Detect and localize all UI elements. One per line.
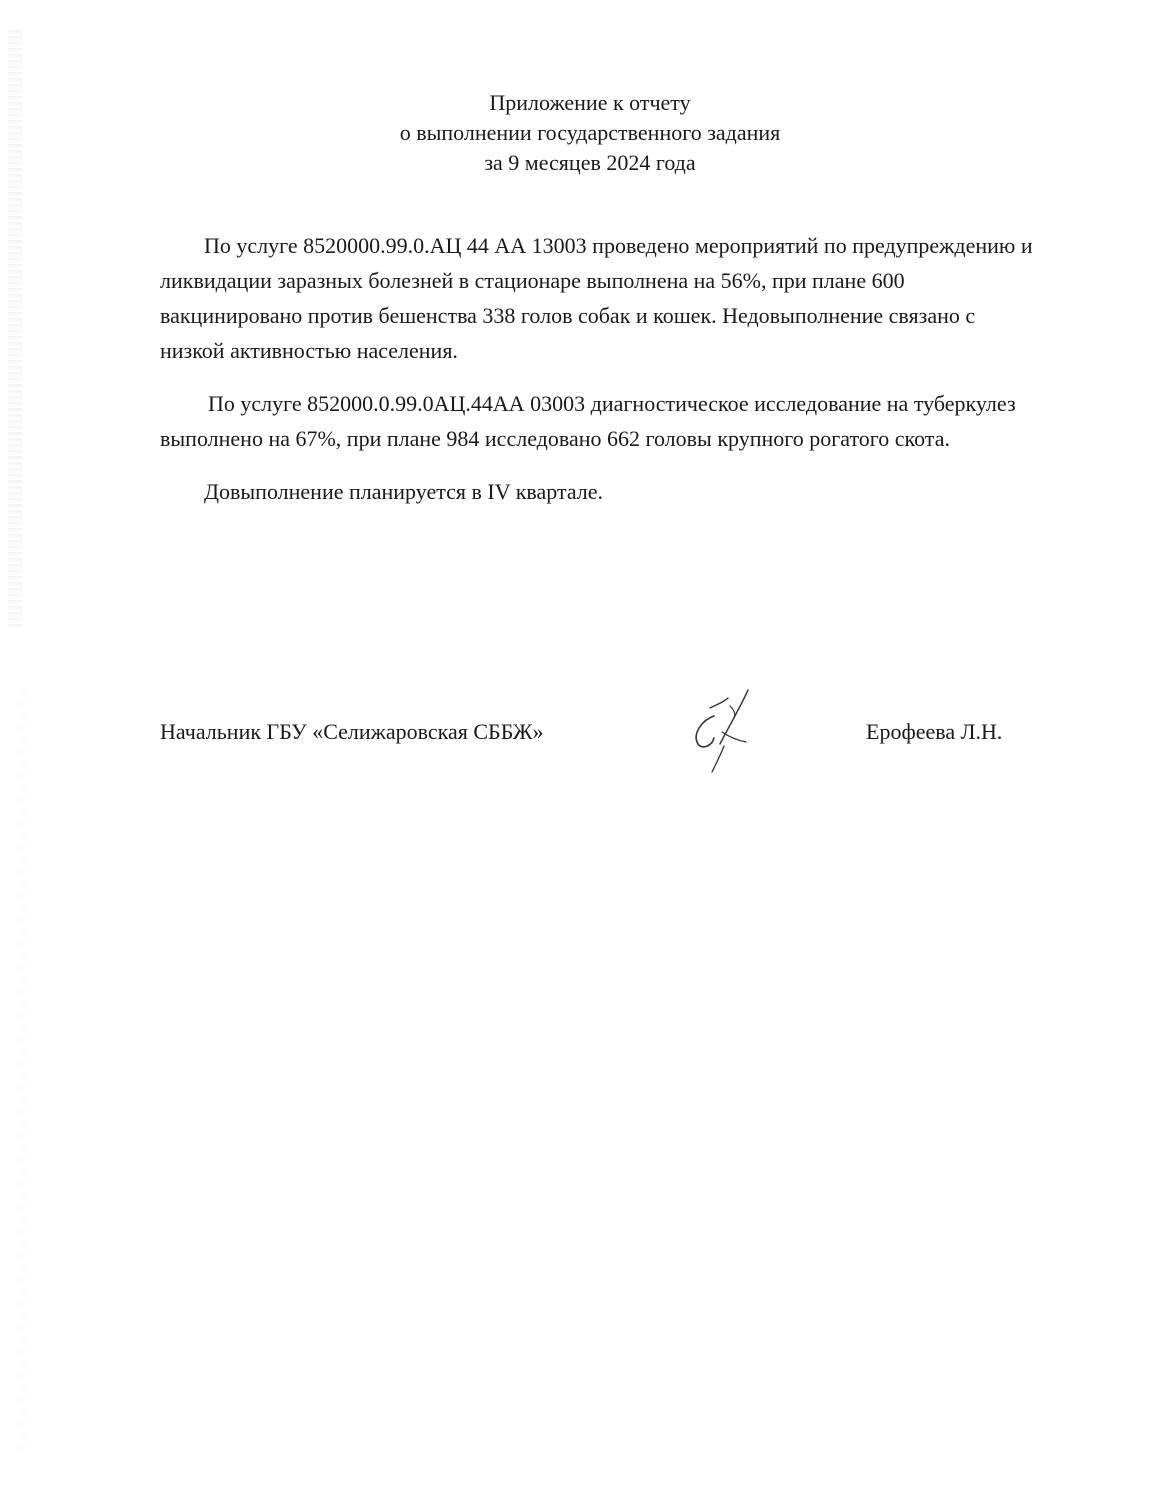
paragraph-rabies-vaccination: По услуге 8520000.99.0.АЦ 44 АА 13003 проведено мероприятий по предупреждению и ликвидации заразных болезней в стационаре выполнена на 56%, при плане 600 вакцинировано против бешенства 338 голов собак и кошек. Недовыполнение связано с низкой активностью населения.: [160, 233, 1033, 363]
header-line-1: Приложение к отчету: [489, 90, 691, 115]
paragraph-completion-plan: Довыполнение планируется в IV квартале.: [204, 479, 604, 504]
document-header: [280, 88, 900, 178]
handwritten-signature: [684, 686, 764, 776]
signature-block: [160, 714, 1040, 754]
document-body: [160, 228, 1040, 527]
scan-artifact: [18, 690, 26, 1450]
header-line-3: за 9 месяцев 2024 года: [484, 150, 696, 175]
paragraph-tuberculosis-diagnostics: По услуге 852000.0.99.0АЦ.44АА 03003 диагностическое исследование на туберкулез выполнено на 67%, при плане 984 исследовано 662 головы крупного рогатого скота.: [160, 391, 1016, 451]
signatory-name: Ерофеева Л.Н.: [866, 719, 1003, 744]
header-line-2: о выполнении государственного задания: [399, 120, 781, 145]
scan-artifact: [8, 30, 22, 630]
signatory-position: Начальник ГБУ «Селижаровская СББЖ»: [160, 719, 544, 744]
